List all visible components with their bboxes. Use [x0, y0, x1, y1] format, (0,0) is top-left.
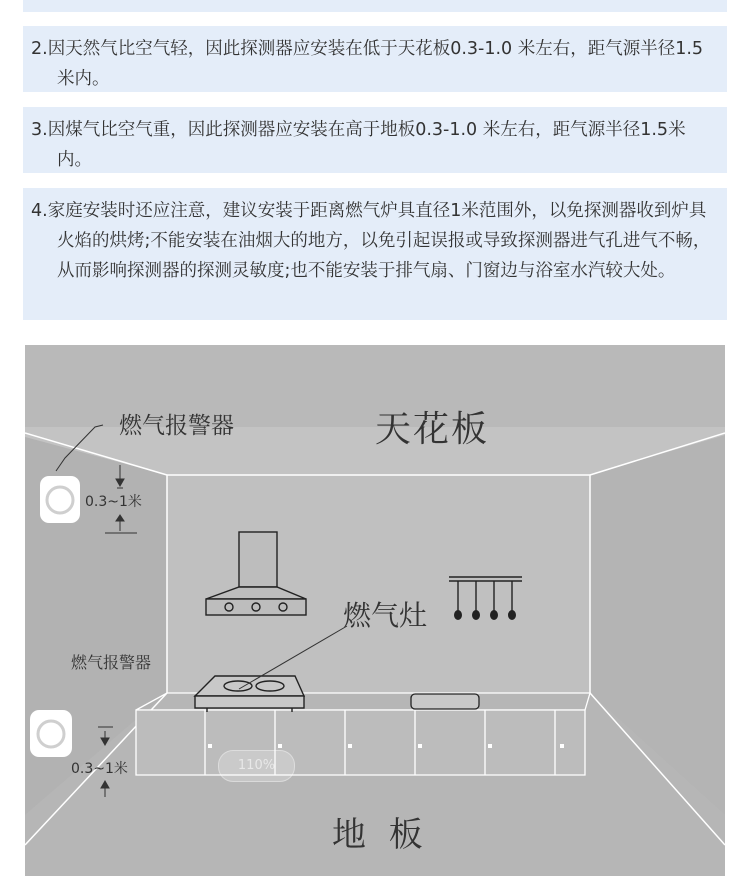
cutting-board-icon [411, 694, 479, 709]
zoom-indicator[interactable]: 110% [218, 750, 295, 782]
stove-label: 燃气灶 [343, 599, 428, 632]
note-text-4: 4.家庭安装时还应注意，建议安装于距离燃气炉具直径1米范围外，以免探测器收到炉具火焰的烘烤;不能安装在油烟大的地方，以免引起误报或导致探测器进气孔进气不畅，从而影响探测器的探测灵敏度;也不能安装于排气扇、门窗边与浴室水汽较大处。 [31, 201, 711, 281]
note-1-tail [23, 0, 727, 12]
top-detector-label: 燃气报警器 [119, 413, 234, 439]
floor-label: 地 板 [332, 815, 429, 855]
note-item-2 [23, 26, 727, 92]
top-distance-label: 0.3~1米 [85, 494, 142, 510]
note-item-3 [23, 107, 727, 173]
bottom-detector-label: 燃气报警器 [71, 653, 152, 672]
note-item-4 [23, 188, 727, 320]
ceiling-label: 天花板 [375, 409, 490, 450]
bottom-distance-label: 0.3~1米 [71, 761, 128, 777]
back-wall [167, 475, 590, 693]
gas-stove-icon [195, 676, 304, 712]
top-detector-icon [40, 476, 80, 523]
bottom-detector-icon [30, 710, 72, 757]
installation-diagram [25, 345, 725, 876]
note-text-3: 3.因煤气比空气重，因此探测器应安装在高于地板0.3-1.0 米左右，距气源半径1.5米内。 [31, 120, 686, 170]
note-text-2: 2.因天然气比空气轻，因此探测器应安装在低于天花板0.3-1.0 米左右，距气源半径1.5米内。 [31, 39, 704, 89]
